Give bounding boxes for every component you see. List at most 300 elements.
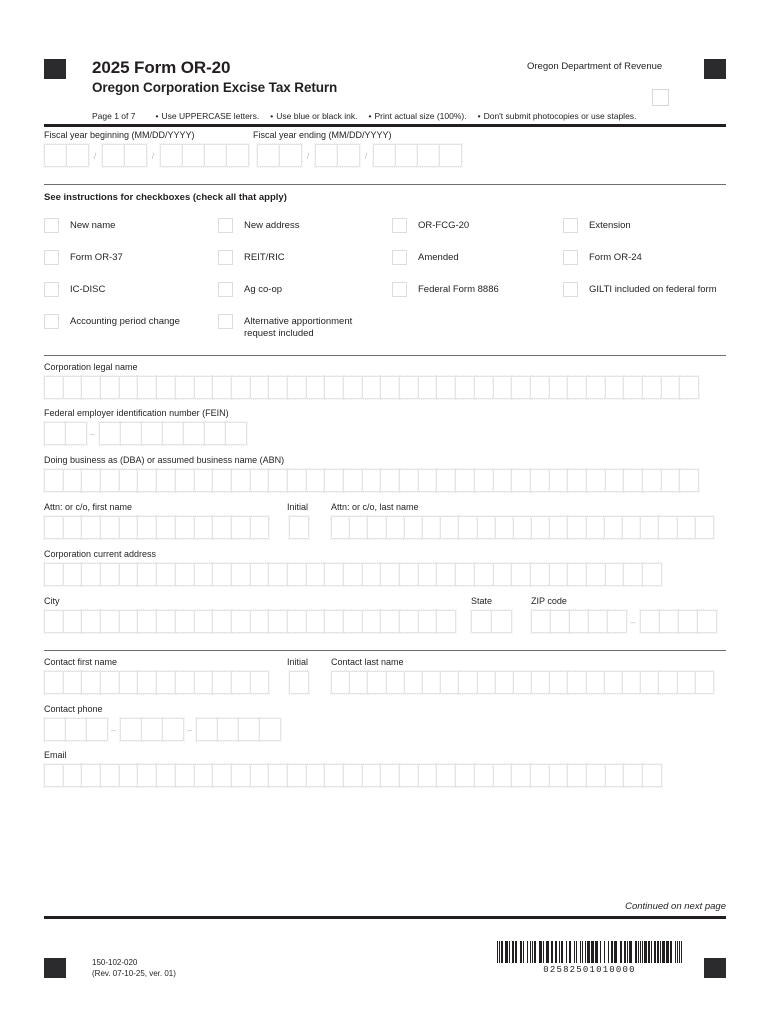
input-cell[interactable] [63,376,83,399]
input-cell[interactable] [458,516,477,539]
fiscal-end-input[interactable] [257,144,461,167]
input-cell[interactable] [204,144,227,167]
input-cell[interactable] [679,376,699,399]
input-cell[interactable] [175,764,195,787]
input-cell[interactable] [586,376,606,399]
attn-last-input[interactable] [331,516,713,539]
input-cell[interactable] [343,764,363,787]
input-cell[interactable] [418,764,438,787]
input-cell[interactable] [175,563,195,586]
input-cell[interactable] [491,610,512,633]
input-cell[interactable] [586,516,605,539]
input-cell[interactable] [231,469,251,492]
input-cell[interactable] [362,610,382,633]
input-cell[interactable] [549,376,569,399]
input-cell[interactable] [349,516,368,539]
input-cell[interactable] [658,516,677,539]
input-cell[interactable] [100,376,120,399]
input-cell[interactable] [120,718,142,741]
input-cell[interactable] [268,469,288,492]
input-cell[interactable] [659,610,679,633]
input-cell[interactable] [549,764,569,787]
input-cell[interactable] [493,376,513,399]
input-cell[interactable] [194,469,214,492]
input-cell[interactable] [418,376,438,399]
input-cell[interactable] [386,671,405,694]
input-cell[interactable] [455,469,475,492]
input-cell[interactable] [530,376,550,399]
input-cell[interactable] [212,563,232,586]
input-cell[interactable] [550,610,570,633]
input-cell[interactable] [661,469,681,492]
input-cell[interactable] [156,376,176,399]
input-cell[interactable] [362,764,382,787]
input-cell[interactable] [695,671,714,694]
input-cell[interactable] [436,563,456,586]
input-cell[interactable] [343,376,363,399]
input-cell[interactable] [44,376,64,399]
input-cell[interactable] [567,516,586,539]
input-cell[interactable] [349,671,368,694]
input-cell[interactable] [287,610,307,633]
input-cell[interactable] [250,671,270,694]
input-cell[interactable] [175,671,195,694]
input-cell[interactable] [642,376,662,399]
input-cell[interactable] [315,144,338,167]
input-cell[interactable] [623,469,643,492]
input-cell[interactable] [156,563,176,586]
input-cell[interactable] [511,563,531,586]
input-cell[interactable] [458,671,477,694]
input-cell[interactable] [440,516,459,539]
input-cell[interactable] [530,563,550,586]
input-cell[interactable] [44,563,64,586]
input-cell[interactable] [268,563,288,586]
input-cell[interactable] [455,764,475,787]
input-cell[interactable] [567,671,586,694]
input-cell[interactable] [81,516,101,539]
input-cell[interactable] [530,764,550,787]
input-cell[interactable] [100,671,120,694]
phone-input[interactable] [44,718,280,741]
input-cell[interactable] [495,516,514,539]
state-input[interactable] [471,610,511,633]
input-cell[interactable] [63,764,83,787]
checkbox-ic-disc[interactable] [44,282,59,297]
input-cell[interactable] [678,610,698,633]
input-cell[interactable] [194,764,214,787]
input-cell[interactable] [439,144,462,167]
input-cell[interactable] [156,671,176,694]
input-cell[interactable] [436,764,456,787]
input-cell[interactable] [586,671,605,694]
input-cell[interactable] [100,469,120,492]
checkbox-new-name[interactable] [44,218,59,233]
input-cell[interactable] [380,563,400,586]
input-cell[interactable] [102,144,125,167]
checkbox-reit-ric[interactable] [218,250,233,265]
input-cell[interactable] [119,671,139,694]
checkbox-new-address[interactable] [218,218,233,233]
input-cell[interactable] [119,469,139,492]
input-cell[interactable] [231,610,251,633]
input-cell[interactable] [226,144,249,167]
input-cell[interactable] [183,422,205,445]
input-cell[interactable] [604,516,623,539]
input-cell[interactable] [588,610,608,633]
input-cell[interactable] [259,718,281,741]
input-cell[interactable] [569,610,589,633]
input-cell[interactable] [324,563,344,586]
input-cell[interactable] [493,469,513,492]
input-cell[interactable] [474,469,494,492]
input-cell[interactable] [455,376,475,399]
input-cell[interactable] [162,718,184,741]
checkbox-accounting-period-change[interactable] [44,314,59,329]
input-cell[interactable] [436,376,456,399]
input-cell[interactable] [119,516,139,539]
input-cell[interactable] [141,718,163,741]
input-cell[interactable] [81,764,101,787]
input-cell[interactable] [100,563,120,586]
input-cell[interactable] [695,516,714,539]
input-cell[interactable] [343,610,363,633]
input-cell[interactable] [549,671,568,694]
input-cell[interactable] [567,469,587,492]
input-cell[interactable] [642,764,662,787]
input-cell[interactable] [196,718,218,741]
checkbox-gilti-included-on-federal-form[interactable] [563,282,578,297]
input-cell[interactable] [343,469,363,492]
input-cell[interactable] [324,610,344,633]
input-cell[interactable] [622,671,641,694]
input-cell[interactable] [44,718,66,741]
input-cell[interactable] [86,718,108,741]
input-cell[interactable] [63,516,83,539]
zip-input[interactable] [531,610,716,633]
input-cell[interactable] [257,144,280,167]
input-cell[interactable] [279,144,302,167]
checkbox-amended[interactable] [392,250,407,265]
input-cell[interactable] [124,144,147,167]
input-cell[interactable] [567,764,587,787]
input-cell[interactable] [212,610,232,633]
input-cell[interactable] [268,764,288,787]
input-cell[interactable] [287,469,307,492]
input-cell[interactable] [175,516,195,539]
input-cell[interactable] [380,610,400,633]
input-cell[interactable] [100,764,120,787]
input-cell[interactable] [640,610,660,633]
checkbox-form-or-37[interactable] [44,250,59,265]
input-cell[interactable] [586,563,606,586]
input-cell[interactable] [511,764,531,787]
input-cell[interactable] [119,610,139,633]
input-cell[interactable] [287,376,307,399]
input-cell[interactable] [250,563,270,586]
input-cell[interactable] [306,764,326,787]
contact-initial-input[interactable] [289,671,308,694]
input-cell[interactable] [417,144,440,167]
input-cell[interactable] [156,516,176,539]
input-cell[interactable] [586,469,606,492]
input-cell[interactable] [493,563,513,586]
input-cell[interactable] [343,563,363,586]
input-cell[interactable] [530,469,550,492]
input-cell[interactable] [137,764,157,787]
input-cell[interactable] [422,516,441,539]
input-cell[interactable] [250,376,270,399]
input-cell[interactable] [567,376,587,399]
input-cell[interactable] [119,376,139,399]
input-cell[interactable] [440,671,459,694]
input-cell[interactable] [63,563,83,586]
input-cell[interactable] [658,671,677,694]
input-cell[interactable] [605,376,625,399]
checkbox-ag-co-op[interactable] [218,282,233,297]
input-cell[interactable] [380,376,400,399]
input-cell[interactable] [44,516,64,539]
input-cell[interactable] [679,469,699,492]
input-cell[interactable] [477,516,496,539]
fein-input[interactable] [44,422,246,445]
contact-first-input[interactable] [44,671,268,694]
input-cell[interactable] [511,376,531,399]
input-cell[interactable] [156,469,176,492]
input-cell[interactable] [306,376,326,399]
input-cell[interactable] [373,144,396,167]
input-cell[interactable] [567,563,587,586]
input-cell[interactable] [250,469,270,492]
input-cell[interactable] [642,469,662,492]
input-cell[interactable] [306,610,326,633]
input-cell[interactable] [367,671,386,694]
input-cell[interactable] [531,516,550,539]
city-input[interactable] [44,610,455,633]
input-cell[interactable] [661,376,681,399]
input-cell[interactable] [362,469,382,492]
input-cell[interactable] [212,469,232,492]
input-cell[interactable] [212,376,232,399]
input-cell[interactable] [194,376,214,399]
input-cell[interactable] [549,469,569,492]
checkbox-or-fcg-20[interactable] [392,218,407,233]
input-cell[interactable] [231,671,251,694]
checkbox-alternative-apportionment-request-included[interactable] [218,314,233,329]
input-cell[interactable] [250,764,270,787]
input-cell[interactable] [287,764,307,787]
input-cell[interactable] [231,563,251,586]
input-cell[interactable] [65,718,87,741]
input-cell[interactable] [399,469,419,492]
input-cell[interactable] [623,764,643,787]
input-cell[interactable] [677,516,696,539]
input-cell[interactable] [137,516,157,539]
input-cell[interactable] [175,376,195,399]
input-cell[interactable] [306,469,326,492]
dba-input[interactable] [44,469,698,492]
input-cell[interactable] [418,469,438,492]
input-cell[interactable] [513,671,532,694]
input-cell[interactable] [331,671,350,694]
input-cell[interactable] [238,718,260,741]
input-cell[interactable] [607,610,627,633]
input-cell[interactable] [640,516,659,539]
input-cell[interactable] [65,422,87,445]
input-cell[interactable] [367,516,386,539]
input-cell[interactable] [100,610,120,633]
input-cell[interactable] [640,671,659,694]
input-cell[interactable] [605,563,625,586]
input-cell[interactable] [404,671,423,694]
input-cell[interactable] [137,610,157,633]
input-cell[interactable] [81,376,101,399]
input-cell[interactable] [474,376,494,399]
input-cell[interactable] [513,516,532,539]
input-cell[interactable] [204,422,226,445]
header-checkbox[interactable] [652,89,669,106]
input-cell[interactable] [436,610,456,633]
input-cell[interactable] [44,144,67,167]
input-cell[interactable] [549,563,569,586]
input-cell[interactable] [418,610,438,633]
input-cell[interactable] [212,764,232,787]
input-cell[interactable] [380,469,400,492]
input-cell[interactable] [44,764,64,787]
input-cell[interactable] [63,610,83,633]
input-cell[interactable] [137,469,157,492]
input-cell[interactable] [287,563,307,586]
input-cell[interactable] [99,422,121,445]
input-cell[interactable] [250,516,270,539]
input-cell[interactable] [404,516,423,539]
input-cell[interactable] [156,610,176,633]
input-cell[interactable] [324,764,344,787]
email-input[interactable] [44,764,661,787]
input-cell[interactable] [137,671,157,694]
input-cell[interactable] [81,610,101,633]
checkbox-federal-form-8886[interactable] [392,282,407,297]
input-cell[interactable] [324,376,344,399]
attn-first-input[interactable] [44,516,268,539]
input-cell[interactable] [436,469,456,492]
input-cell[interactable] [194,516,214,539]
input-cell[interactable] [289,671,309,694]
input-cell[interactable] [455,563,475,586]
input-cell[interactable] [362,563,382,586]
input-cell[interactable] [495,671,514,694]
checkbox-form-or-24[interactable] [563,250,578,265]
input-cell[interactable] [231,764,251,787]
fiscal-begin-input[interactable] [44,144,248,167]
input-cell[interactable] [604,671,623,694]
input-cell[interactable] [623,563,643,586]
input-cell[interactable] [399,376,419,399]
input-cell[interactable] [212,671,232,694]
input-cell[interactable] [156,764,176,787]
input-cell[interactable] [44,469,64,492]
input-cell[interactable] [474,764,494,787]
input-cell[interactable] [324,469,344,492]
input-cell[interactable] [362,376,382,399]
input-cell[interactable] [306,563,326,586]
input-cell[interactable] [289,516,309,539]
input-cell[interactable] [66,144,89,167]
input-cell[interactable] [250,610,270,633]
input-cell[interactable] [63,469,83,492]
input-cell[interactable] [386,516,405,539]
legal-name-input[interactable] [44,376,698,399]
input-cell[interactable] [231,516,251,539]
input-cell[interactable] [531,610,551,633]
input-cell[interactable] [175,469,195,492]
input-cell[interactable] [160,144,183,167]
input-cell[interactable] [44,610,64,633]
input-cell[interactable] [194,671,214,694]
input-cell[interactable] [605,764,625,787]
attn-initial-input[interactable] [289,516,308,539]
input-cell[interactable] [268,610,288,633]
input-cell[interactable] [217,718,239,741]
input-cell[interactable] [63,671,83,694]
input-cell[interactable] [268,376,288,399]
input-cell[interactable] [225,422,247,445]
input-cell[interactable] [81,671,101,694]
input-cell[interactable] [231,376,251,399]
input-cell[interactable] [605,469,625,492]
input-cell[interactable] [100,516,120,539]
input-cell[interactable] [477,671,496,694]
input-cell[interactable] [399,563,419,586]
contact-last-input[interactable] [331,671,713,694]
input-cell[interactable] [622,516,641,539]
input-cell[interactable] [119,563,139,586]
input-cell[interactable] [194,563,214,586]
input-cell[interactable] [141,422,163,445]
input-cell[interactable] [531,671,550,694]
input-cell[interactable] [137,376,157,399]
input-cell[interactable] [677,671,696,694]
input-cell[interactable] [44,671,64,694]
input-cell[interactable] [422,671,441,694]
input-cell[interactable] [642,563,662,586]
input-cell[interactable] [175,610,195,633]
input-cell[interactable] [586,764,606,787]
input-cell[interactable] [493,764,513,787]
input-cell[interactable] [119,764,139,787]
input-cell[interactable] [81,469,101,492]
input-cell[interactable] [337,144,360,167]
input-cell[interactable] [418,563,438,586]
input-cell[interactable] [194,610,214,633]
input-cell[interactable] [549,516,568,539]
input-cell[interactable] [162,422,184,445]
input-cell[interactable] [697,610,717,633]
input-cell[interactable] [399,610,419,633]
input-cell[interactable] [471,610,492,633]
checkbox-extension[interactable] [563,218,578,233]
input-cell[interactable] [399,764,419,787]
input-cell[interactable] [623,376,643,399]
input-cell[interactable] [395,144,418,167]
input-cell[interactable] [81,563,101,586]
input-cell[interactable] [474,563,494,586]
address-input[interactable] [44,563,661,586]
input-cell[interactable] [120,422,142,445]
input-cell[interactable] [331,516,350,539]
input-cell[interactable] [212,516,232,539]
input-cell[interactable] [182,144,205,167]
